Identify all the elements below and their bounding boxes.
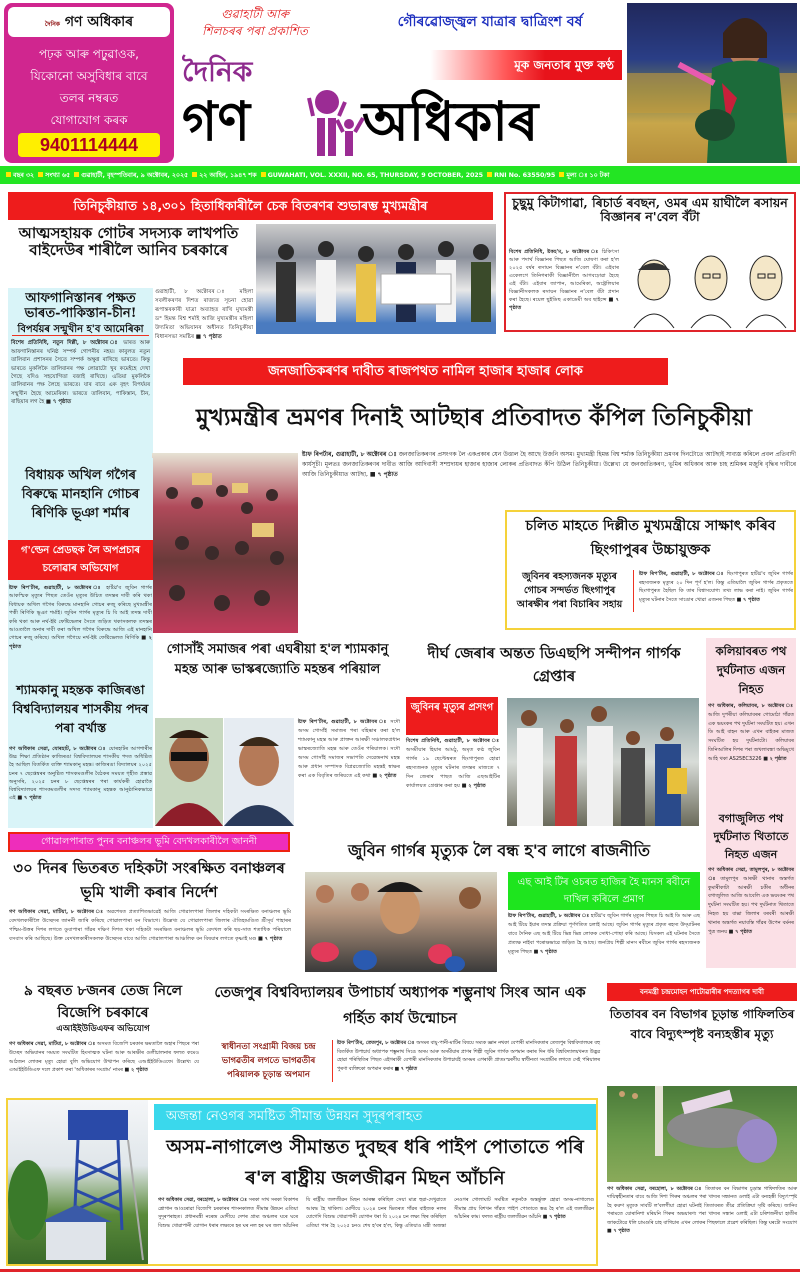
title-left: গণ [182, 89, 251, 153]
pipeline-dateline: গণ অধিকাৰ সেৱা, বৰহোলা, ৮ অক্টোবৰ ঃ [158, 1197, 248, 1203]
bullet-square-icon [487, 172, 492, 177]
bullet-square-icon [261, 172, 266, 177]
continued-link[interactable]: ■ ৭ পৃষ্ঠাত [17, 795, 42, 802]
singapore-body-text: ছিংগাপুৰত হাৰ্টথ্ৰ'ব জুবিন গাৰ্গৰ ৰহস্যজনক মৃত্যুৰ ২০ দিন পূৰ্ণ হ'ল। কিন্তু এতিয়ালৈ জুবিন গাৰ্গৰ প্ৰকৃততে ছিংগাপুৰত হৈছিল কি তাৰ বিশ্বাসযোগ্য তথ্য লাভ কৰা নাই। জুবিন গাৰ্গৰ মৃত্যুৰ ঘটনাৰ সৈতে সাঙোৰ খোৱা এজনৰ পিছত [639, 571, 793, 603]
tribal-body [302, 450, 796, 480]
elephant-body [607, 1185, 797, 1235]
pipeline-box [6, 1098, 598, 1266]
nobel-headline[interactable]: চুছুমু কিটাগাৱা, ৰিচাৰ্ড ৰবছন, ওমৰ এম য়াঘীলৈ ৰসায়ন বিজ্ঞানৰ ন'বেল বঁটা [512, 195, 788, 224]
bottom-rule [0, 1269, 800, 1272]
bullet-square-icon [74, 172, 79, 177]
promo-line: যিকোনো অসুবিধাৰ বাবে [30, 69, 148, 83]
tezpur-dateline: ষ্টাফ ৰিপ'ৰ্টাৰ, তেজপুৰ, ৮ অক্টোবৰ ঃ [337, 1041, 415, 1046]
nobel-box [504, 192, 796, 332]
promo-logo [8, 7, 170, 37]
issue-as: সংখ্যা ৬৫ [45, 171, 70, 179]
continued-link[interactable]: ■ ৭ পৃষ্ঠাত [542, 1214, 566, 1221]
continued-link[interactable]: ■ ২ পৃষ্ঠাত [763, 755, 787, 762]
pipeline-banner: অজন্তা নেওগৰ সমষ্টিত সীমান্ত উন্নয়ন সুদূৰপৰাহত [154, 1104, 596, 1130]
english-dateline: GUWAHATI, VOL. XXXII, NO. 65, THURSDAY, 9 OCTOBER, 2025 [267, 171, 483, 179]
tezpur-subhead: স্বাধীনতা সংগ্ৰামী বিজয় চন্দ্ৰ ভাগৱতীৰ লগতে ভাগৱতীৰ পৰিয়ালক চূড়ান্ত অপমান [208, 1040, 333, 1082]
price: মূল্য ঃ ১০ টকা [566, 171, 610, 179]
kaziranga-dateline: গণ অধিকাৰ সেৱা, যোৰহাট, ৮ অক্টোবৰ ঃ [9, 746, 107, 752]
tezpur-body-text: অসমৰ বায়ু-পানী-মাটিৰ বিষয়ে সম্যক জ্ঞান নথকা বেপাৰী মানসিকতাৰ তেজপুৰ বিশ্ববিদ্যালয়ৰ বহু বিতৰ্কিত উপাচাৰ্য অধ্যাপক শম্ভুনাথ সিঙে অসম আৰু অসমীয়াৰ প্ৰাণৰ শিল্পী জুবিন গাৰ্গক অপমান কৰাৰ দিন ধৰি বিশ্ববিদ্যালয়খনত উদ্ভৱ হোৱা পৰিস্থিতিৰ পিছত এইগৰাকী বেপাৰী মানসিকতাৰ উপাচাৰ্যই অসমৰ এগৰাকী প্ৰাতঃস্মৰণীয় স্বাধীনতা সংগ্ৰামীৰ লগতে সেই পৰিয়ালৰ পুৰণা ব্যক্তিকো অপমান কৰাৰ [337, 1041, 600, 1072]
tezpur-headline[interactable]: তেজপুৰ বিশ্ববিদ্যালয়ৰ উপাচাৰ্য অধ্যাপক শম্ভুনাথ সিংৰ আন এক গৰ্হিত কাৰ্য উন্মোচন [214, 984, 586, 1027]
continued-link[interactable]: ■ ৭ পৃষ্ঠাত [728, 928, 752, 935]
kaziranga-headline[interactable]: শ্যামকানু মহন্তক কাজিৰঙা বিশ্ববিদ্যালয়ৰ শাসকীয় পদৰ পৰা বৰ্খাস্ত [12, 682, 149, 735]
saka-date: ২২ আহিন, ১৯৪৭ শক [199, 171, 257, 179]
published-from-line: গুৱাহাটী আৰু [221, 7, 289, 21]
people-logo-icon [305, 88, 367, 158]
shyamkanu-photo [155, 718, 223, 826]
slogan: মূক জনতাৰ মুক্ত কণ্ঠ [430, 50, 622, 80]
kaziranga-body [9, 745, 152, 802]
politics-body [508, 912, 700, 957]
elephant-banner: বনমন্ত্ৰী চন্দ্ৰমোহন পাটোৱাৰীৰ পদত্যাগৰ দাবী [607, 983, 797, 1001]
bullet-square-icon [38, 172, 43, 177]
singapore-headline[interactable]: চলিত মাহতে দিল্লীত মুখ্যমন্ত্ৰীয়ে সাক্ষাৎ কৰিব ছিংগাপুৰৰ উচ্চায়ুক্তক [525, 518, 776, 558]
afghan-body [8, 336, 153, 409]
bullet-square-icon [6, 172, 11, 177]
dsp-body [406, 737, 500, 791]
published-from-line: শিলচৰৰ পৰা প্ৰকাশিত [202, 24, 308, 38]
goalpara-banner: গোৱালপাৰাত পুনৰ বনাঞ্চলৰ ভূমি বেদখলকাৰীলৈ জাননী [8, 832, 290, 852]
gosai-body [298, 718, 400, 781]
arrest-photo [507, 698, 699, 826]
dsp-redbox: জুবিনৰ মৃত্যুৰ প্ৰসংগ [406, 697, 498, 735]
cricketer-photo [627, 3, 797, 163]
afghan-box [8, 288, 153, 458]
bogajuli-headline[interactable]: বগাজুলিত পথ দুৰ্ঘটনাত থিতাতে নিহত এজন [713, 812, 789, 861]
singapore-body [639, 570, 793, 604]
promo-logo-text: গণ অধিকাৰ [64, 14, 134, 30]
cheque-body [155, 288, 253, 342]
daily-label: দৈনিক [182, 55, 253, 88]
nobel-dateline: বিশেষ প্ৰতিনিধি, ষ্টকহ'ম, ৮ অক্টোবৰ ঃ [509, 249, 600, 255]
kaliabor-body [708, 702, 794, 764]
bogajuli-body-text: তামুলপুৰ আৰক্ষী থানাৰ অন্তৰ্গত কুমাৰীকাটা আৰক্ষী চকীৰ অধীনৰ বগাজুলিত আজি আবেলি এক ভয়ংকৰ পথ দুৰ্ঘটনা সংঘটিত হয়। পথ দুৰ্ঘটনাত থিতাতে নিহত হয় বাক্সা জিলাৰ বৰবৰী আৰক্ষী থানাৰ অন্তৰ্গত নয়াবস্তি গাঁৱৰ উপেন বৰ্মনৰ পুত্ৰ জনয় [708, 875, 794, 935]
kaliabor-headline[interactable]: কলিয়াবৰত পথ দুৰ্ঘটনাত এজন নিহত [715, 644, 787, 696]
gosai-dateline: ষ্টাফ ৰিপ'ৰ্টাৰ, গুৱাহাটী, ৮ অক্টোবৰ ঃ [298, 719, 388, 725]
continued-link[interactable]: ■ ২ পৃষ্ঠাত [9, 635, 152, 650]
goalpara-headline[interactable]: ৩০ দিনৰ ভিতৰত দহিকটা সংৰক্ষিত বনাঞ্চলৰ ভূমি খালী কৰাৰ নিৰ্দেশ [13, 859, 285, 901]
singapore-box [505, 510, 796, 630]
politics-headline[interactable]: জুবিন গাৰ্গৰ মৃত্যুক লৈ বন্ধ হ'ব লাগে ৰাজনীতি [347, 841, 650, 860]
politics-body-text: হাৰ্টথ্ৰ'ব জুবিন গাৰ্গৰ মৃত্যুৰ পিছত চি আই ডি আৰু এছ আই টিয়ে ইয়াৰ তদন্ত প্ৰক্ৰিয়া পূৰ্ণগতিত চলাই আছে। জুবিন গাৰ্গৰ মৃত্যুৰ প্ৰকৃত ৰহস্য উদ্‌ঘাটনৰ বাবে দৈনিক এছ আই টিয়ে ভিন্ন ভিন্ন লোকক সোধা-পোছা কৰি আছে। যিসকল এই ঘটনাৰ সৈতে প্ৰত্যক্ষ নাইবা পৰোক্ষভাৱে জড়িত হৈ আছে। জনপ্ৰিয় শিল্পী মানস ৰবীনে জুবিন গাৰ্গৰ ৰহস্যজনক মৃত্যুৰ পিছত [508, 913, 700, 955]
date-as: গুৱাহাটী, বৃহস্পতিবাৰ, ৯ অক্টোবৰ, ২০২৫ [81, 171, 189, 179]
goalpara-dateline: গণ অধিকাৰ সেৱা, মাটিয়া, ৮ অক্টোবৰ ঃ [9, 909, 105, 915]
continued-link[interactable]: ■ ৭ পৃষ্ঠাত [369, 471, 398, 478]
afghan-headline[interactable]: আফগানিস্তানৰ পক্ষত ভাৰত-পাকিস্তান-চীন! [24, 291, 137, 321]
nobel-body [509, 248, 619, 312]
volume-as: বছৰ ৩২ [13, 171, 34, 179]
continued-link[interactable]: ■ ৭ পৃষ্ঠাত [258, 936, 283, 942]
continued-link[interactable]: ■ ২ পৃষ্ঠাত [124, 1067, 148, 1074]
kaliabor-body-text: আজি দুপৰীয়া কলিয়াবৰৰ গোমোঠা গাঁৱত এক ভয়ংকৰ পথ দুৰ্ঘটনা সংঘটিত হয়। এখন ডি আই বাহন আৰু এখন বাইকৰ মাজত সংঘটিত হয় দুৰ্ঘটনাটো। কলিয়াবৰ তিনিআলিৰ দিশৰ পৰা জখলাবন্ধা অভিমুখে আহি থকা AS25EC3226 [708, 711, 794, 762]
kaliabor-dateline: গণ অধিকাৰ, কলিয়াবৰ, ৮ অক্টোবৰ ঃ [708, 703, 794, 709]
pipeline-body [158, 1196, 594, 1230]
kaziranga-body-text: যোৰহাটৰ আগশাৰীৰ উচ্চ শিক্ষা প্ৰতিষ্ঠান কাজিৰঙা বিশ্ববিদ্যালয়ৰ শাসকীয় পদত অধিষ্ঠিত হৈ আছিল বিতৰ্কিত ব্যক্তি শ্যামকানু মহন্ত। কাজিৰঙা বিদ্যালয়ৰ ২০২৫ চনৰ ৭ ছেপ্তেম্বৰৰ অনুষ্ঠিত শাসকমণ্ডলীৰ বৈঠকৰ সময়ত গৃহীত প্ৰস্তাৱ অনুসৰি, ২০২৫ চনৰ ৮ ছেপ্তেম্বৰৰ পৰা কাৰ্যকৰী হোৱাকৈ বিশ্ববিদ্যালয়ৰ শাসকমণ্ডলীৰ সদস্য শ্যামকানু মহন্তক আনুষ্ঠানিকভাৱে এই [9, 746, 152, 802]
aiudf-dateline: গণ অধিকাৰ সেৱা, মাটিয়া, ৮ অক্টোবৰ ঃ [9, 1041, 96, 1047]
manas-robin-photo [305, 872, 497, 972]
dateline-bar [0, 166, 800, 184]
elephant-headline[interactable]: তিতাবৰ বন বিভাগৰ চূড়ান্ত গাফিলতিৰ বাবে বিদ্যুৎস্পৃষ্ট বন্যহস্তীৰ মৃত্যু [609, 1007, 795, 1041]
continued-link[interactable]: ■ ৭ পৃষ্ঠাত [607, 1228, 630, 1235]
cheque-headline[interactable]: আত্মসহায়ক গোটৰ সদস্যক লাখপতি বাইদেউৰ শাৰীলৈ আনিব চৰকাৰে [18, 224, 239, 259]
bogajuli-body [708, 866, 794, 936]
promo-phone[interactable]: 9401114444 [18, 133, 160, 157]
continued-link[interactable]: ■ ২ পৃষ্ঠাত [372, 773, 397, 779]
mla-headline[interactable]: বিধায়ক অখিল গগৈৰ বিৰুদ্ধে মানহানি গোচৰ ৰিণিকি ভূঞা শৰ্মাৰ [21, 468, 140, 521]
aiudf-headline[interactable]: ৯ বছৰত ৮জনৰ তেজ নিলে বিজেপি চৰকাৰে [23, 983, 183, 1021]
nobel-laureates-sketch [624, 250, 794, 330]
mla-dateline: ষ্টাফ ৰিপ'ৰ্টাৰ, গুৱাহাটী, ৮ অক্টোবৰ ঃ [9, 585, 103, 591]
dead-elephant-photo [607, 1086, 797, 1182]
continued-link[interactable]: ■ ৭ পৃষ্ঠাত [195, 334, 222, 340]
title-right: অধিকাৰ [362, 89, 539, 153]
mla-redbox: গ'ল্ডেন প্ৰেডছক লৈ অপপ্ৰচাৰ চলোৱাৰ অভিযোগ [8, 540, 153, 580]
elephant-dateline: গণ অধিকাৰ সেৱা, বৰহোলা, ৮ অক্টোবৰ ঃ [607, 1186, 703, 1192]
dsp-body-text: অসমীয়াৰ হিয়াৰ আমঠু, অমৃত কণ্ঠ জুবিন গাৰ্গৰ ১৯ ছেপ্টেম্বৰত ছিংগাপুৰত হোৱা ৰহস্যজনক মৃত্যুৰ ঘটনাৰ তদন্তৰ মাজতে ৭ দিন জেৰাৰ পাছত আজি এছআইটিৰ কাৰ্যালয়ত গ্ৰেপ্তাৰ কৰা হয় [406, 747, 500, 789]
cheque-body-text: গুৱাহাটী, ৮ অক্টোবৰ ঃ মহিলা সবলীকৰণৰ দিশত ৰাজ্যত সূচনা হোৱা ৰূপান্তৰকাৰী যাত্ৰা অব্যাহত ৰাখি মুখ্যমন্ত্ৰী ড° হিমন্ত বিশ্ব শৰ্মাই আজি মুখ্যমন্ত্ৰীৰ মহিলা উদ্যমিতা অভিযানৰ অধীনত তিনিচুকীয়া বিধানসভা সমষ্টিৰ [155, 289, 253, 340]
elephant-body-text: তিতাবৰ বন বিভাগৰ চূড়ান্ত গাফিলতিৰ আৰু দায়িত্বহীনতাৰ বাবে আজি দিশা গিৰুৰ অঞ্চলৰ পৰা খাদ্যৰ সন্ধানত ওলাই এটা বন্যহস্তী বিদ্যুৎস্পৃষ্ট হৈ করুণ মৃত্যুক সাবটি ল'বলগীয়া হোৱা ঘটনাই তিতাবৰত তীব্ৰ প্ৰতিক্ৰিয়া সৃষ্টি কৰিছে। জানিব পৰামতে যোৰানিশা মৰিয়নি গিৰুৰ অভয়াৰণ্য পৰা খাদ্যৰ সন্ধান ওলাই এটা চৰিশজনীয়া হাতীৰ জাকটোৱে ধলি চামগুৰি চাহ বাগিচাৰ এখন লোকৰ পিছফালে প্ৰৱেশ কৰিছিল। কিন্তু ঘৰটো সংযোগ [607, 1186, 798, 1226]
politics-dateline: ষ্টাফ ৰিপ'ৰ্টাৰ, গুৱাহাটী, ৮ অক্টোবৰ ঃ [508, 913, 590, 919]
singapore-subhead: জুবিনৰ ৰহস্যজনক মৃত্যুৰ গোচৰ সন্দৰ্ভত ছিংগাপুৰ আৰক্ষীৰ পৰা বিচাৰিব সহায় [509, 570, 634, 612]
published-from [180, 6, 330, 40]
promo-line: পঢ়ক আৰু পঢ়ুৱাওক, [39, 47, 139, 61]
aiudf-body-text: অসমত বিজেপি চৰকাৰ ক্ষমতালৈ অহাৰ পিছৰে পৰা উচ্ছেদ অভিযানৰ সময়ত সংঘটিত হিংসাত্মক ঘটনা আৰু আৰক্ষীৰ গুলীচালনাৰ ফলত কমেও আঠজন লোকৰ মৃত্যু হোৱা বুলি অভিযোগ উত্থাপন কৰিছে এআইইউডিএফে। উল্লেখ্য যে এআইইউডিএফ দলে প্ৰকাশ কৰা 'অধিকাৰৰ সংগ্ৰাম' নামৰ [9, 1041, 199, 1074]
contact-promo-box [4, 3, 174, 163]
continued-link[interactable]: ■ ৭ পৃষ্ঠাত [394, 1066, 417, 1072]
anniversary-tagline: গৌৰৱোজ্জ্বল যাত্ৰাৰ দ্বাত্ৰিংশ বৰ্ষ [397, 14, 583, 30]
promo-line: যোগাযোগ কৰক [50, 113, 128, 127]
gosai-body-text: সদৌ অসম গোসাঁই সমাজৰ পৰা বহিষ্কাৰ কৰা হ'ল শ্যামকানু মহন্ত আৰু প্ৰাক্তন আৰক্ষী সঞ্চালকপ্ৰধান ভাস্কৰজ্যোতি মহন্ত আৰু তেওঁৰ পৰিয়ালক। সদৌ অসম গোসাঁই সমাজৰ সভাপতি দেৱেন্দ্ৰনাথ মহন্ত আৰু প্ৰধান সম্পাদক বিপ্লৱজ্যোতি মহন্তই স্বাক্ষৰ কৰা এক বিবৃতিৰ জৰিয়তে এই কথা [298, 719, 400, 779]
cheque-banner: তিনিচুকীয়াত ১৪,৩০১ হিতাধিকাৰীলৈ চেক বিতৰণৰ শুভাৰম্ভ মুখ্যমন্ত্ৰীৰ [8, 192, 493, 220]
bullet-square-icon [192, 172, 197, 177]
bhaskarjyoti-photo [224, 718, 294, 826]
afghan-subhead: বিপৰ্যয়ৰ সন্মুখীন হ'ব আমেৰিকা [12, 321, 149, 336]
pipeline-headline[interactable]: অসম-নাগালেণ্ড সীমান্তত দুবছৰ ধৰি পাইপ পোতাতে পৰি ৰ'ল ৰাষ্ট্ৰীয় জলজীৱন মিছন আঁচনি [166, 1137, 584, 1189]
politics-greenbox: এছ আই টিৰ ওচৰত হাজিৰ হৈ মানস ৰবীনে দাখিল কৰিলে প্ৰমাণ [508, 872, 700, 910]
goalpara-body [9, 908, 291, 944]
promo-line: তলৰ নম্বৰত [59, 91, 119, 105]
aiudf-body [9, 1040, 199, 1075]
rni-number: RNI No. 63550/95 [494, 171, 556, 179]
protest-crowd-photo [152, 453, 298, 633]
tribal-dateline: ষ্টাফ ৰিপৰ্টাৰ, গুৱাহাটী, ৮ অক্টোবৰ ঃ [302, 451, 397, 458]
bogajuli-dateline: গণ অধিকাৰ সেৱা, তামুলপুৰ, ৮ অক্টোবৰ ঃ [708, 867, 794, 882]
tribal-body-text: জনজাতিকৰণৰ প্ৰসংগক লৈ একপ্ৰকাৰ যেন উত্তাল হৈ আছে উজনি অসম। মুখ্যমন্ত্ৰী হিমন্ত বিশ্ব শৰ্মাক তিনিচুকীয়া ভ্ৰমণৰ দিনটোতে আটছাই সাব্যস্ত কৰিলে প্ৰবল প্ৰতিবাদী কাৰ্যসূচী। মূলতঃ জনজাতিকৰণৰ দাবীত আজি আদিবাসী সম্প্ৰদায়ৰ হাজাৰ হাজাৰ লোকৰ প্ৰতিবাদত কঁপি উঠিল তিনিচুকীয়া। উল্লেখ্য যে জনজাতিকৰণ, ভূমিৰ অধিকাৰ আৰু চাহ শ্ৰমিকৰ মজুৰি বৃদ্ধিৰ দাবীৰে আজি তিনিচুকীয়াত আটছা, [302, 451, 796, 478]
promo-logo-small: দৈনিক [44, 21, 60, 28]
pipeline-body-text: সৰকা সাথ সৰকা বিকাশৰ শ্লোগান আওৰোৱা বিজেপি চৰকাৰৰ শাসনকালত সীমান্ত উন্নয়ন এতিয়া সুদূৰপৰাহত। প্ৰধানমন্ত্ৰী নৰেন্দ্ৰ মোদীয়ে দেশৰ গ্ৰাম্য অঞ্চলৰ ঘৰে ঘৰে বিশুদ্ধ খোৱাপানী যোগান ধৰাৰ লক্ষ্যৰে হৰ ঘৰ নল হৰ ঘৰ জল আঁচনিৰ যি ৰাষ্ট্ৰীয় জলজীৱন মিছন আৰম্ভ কৰিছিল সেয়া মাত্ৰ হুৱা-দেখুৱাতে আবদ্ধ হৈ থাকিল। মোদীয়ে ২০২৪ চনৰ ভিতৰত গাঁৱৰ বাইজক নলৰ যোগেদি বিশুদ্ধ খোৱাপানী যোগান ধৰা যি ২০২৪ চন লক্ষ্য স্থিৰ কৰিছিল এতিয়া পাৰ হৈ ২০২৫ চনও শেষ হ'বৰ হ'ল, কিন্তু এতিয়াও মন্ত্ৰী অজন্তা নেওগৰ গোলাঘাট সমষ্টিত নতুনকৈ অন্তৰ্ভুক্ত হোৱা অসম-নাগালেণ্ড সীমান্ত প্ৰায় বিশখন গাঁৱত পাইপ পোতাতে স্তব্ধ হৈ ৰ'ল এই জলজীৱন আঁচনিৰ কাম। ফলত ৰাষ্ট্ৰীয় জলজীৱন আঁচনি [158, 1197, 594, 1229]
tribal-headline[interactable]: মুখ্যমন্ত্ৰীৰ ভ্ৰমণৰ দিনাই আটছাৰ প্ৰতিবাদত কঁপিল তিনিচুকীয়া [195, 404, 753, 431]
goalpara-body-text: অৱশেষত প্ৰত্যাশিতভাৱেই আজি গোৱালপাৰা জিলাৰ দহিকটা সংৰক্ষিত বনাঞ্চলৰ ভূমি বেদখলকাৰীলৈ উচ্ছেদৰ জাননী জাৰি কৰিছে গোৱালপাৰা বন বিভাগে। উল্লেখ্য যে গোৱালপাৰা জিলাৰ ঐতিহ্যমণ্ডিত শ্ৰীসূৰ্য পাহাৰৰ পশ্চিম-উত্তৰ দিশৰ লগতে ডুবাপাৰা গাঁৱৰ দক্ষিণ দিশত থকা দহিকটা সংৰক্ষিত বনাঞ্চলৰ ভূমি বেদখল কৰি ছয়-সাত শতাধিক পৰিয়ালে বসবাস কৰি আছিছে। উক্ত বেদখলকাৰীসকলক উচ্ছেদৰ বাবে আজি গোৱালপাৰা আঞ্চলিক বন বিষয়াৰ লগতে কৃষ্ণাই মণ্ড [9, 909, 291, 942]
continued-link[interactable]: ■ ৭ পৃষ্ঠাত [533, 949, 557, 955]
dsp-dateline: বিশেষ প্ৰতিনিধি, গুৱাহাটী, ৮ অক্টোবৰ ঃ [406, 738, 500, 744]
tribal-banner: জনজাতিকৰণৰ দাবীত ৰাজপথত নামিল হাজাৰ হাজাৰ লোক [183, 358, 668, 385]
dsp-headline[interactable]: দীৰ্ঘ জেৰাৰ অন্তত ডিএছপি সন্দীপন গাৰ্গক গ্ৰেপ্তাৰ [427, 644, 681, 685]
aiudf-subhead: এআইইউডিএফৰ অভিযোগ [56, 1024, 150, 1034]
singapore-dateline: ষ্টাফ ৰিপ'ৰ্টাৰ, গুৱাহাটী, ৮ অক্টোবৰ ঃ [639, 571, 725, 577]
tezpur-body [337, 1040, 600, 1074]
continued-link[interactable]: ■ ২ পৃষ্ঠাত [461, 783, 486, 789]
continued-link[interactable]: ■ ৭ পৃষ্ঠাত [509, 297, 619, 311]
cheque-ceremony-photo [256, 224, 496, 334]
afghan-body-text: ভাৰত আৰু আফগানিস্তানৰ ঘনিষ্ঠ সম্পৰ্ক গোপনীয় নহয়। কাবুলত নতুন তালিবান প্ৰশাসনৰ সৈতে সম্পৰ্ক অক্ষুণ্ণ ৰাখিছে ভাৰতে। কিন্তু ভাৰতে মুকলিকৈ তালিবানৰ পক্ষ লোৱাটো খুব কমেইহে দেখা গৈছে যদিও সহযোগিতা বজাই ৰাখিছে। এতিয়া মুকলিকৈ তালিবানৰ পক্ষ লৈছে ভাৰতে। যাৰ বাবে এক বৃহৎ বিপৰ্যয়ৰ সন্মুখীন হৈছে আমেৰিকা। ভাৰতে তালিবান, পাকিস্তান, চীন, ৰাছিয়াৰ লগ হৈ [11, 340, 150, 406]
bullet-square-icon [559, 172, 564, 177]
gosai-headline[interactable]: গোসাঁই সমাজৰ পৰা এঘৰীয়া হ'ল শ্যামকানু মহন্ত আৰু ভাস্কৰজ্যোতি মহন্তৰ পৰিয়াল [166, 642, 389, 677]
continued-link[interactable]: ■ ৭ পৃষ্ঠাত [45, 399, 72, 406]
water-tower-photo [8, 1100, 148, 1264]
nobel-body-text: চিকিৎসা আৰু পদাৰ্থ বিজ্ঞানৰ পিছত আজি ঘোষণা কৰা হ'ল ২০২৫ বৰ্ষৰ ৰসায়ন বিজ্ঞানৰ ন'বেল বঁটা। এইবাৰ একেলগে তিনিগৰাকী বিজ্ঞানীলৈ আগবঢ়োৱা হৈছে এই বঁটা। এইবাৰ জাপান, আমেৰিকা, অষ্ট্ৰেলিয়াৰ বিজ্ঞানীসকলক ৰসায়ন বিজ্ঞানৰ ন'বেল বঁটা প্ৰদান কৰা হৈছে। ৰয়েল ছুইডিছ একাডেমী অব ছাইন্সে [509, 249, 619, 303]
newspaper-title [182, 86, 622, 156]
mla-body-text: হাৰ্টথ্ৰ'ব জুবিন গাৰ্গৰ আকস্মিক মৃত্যুৰ পিছত তেওঁৰ মৃত্যুৰ উচিত তদন্তৰ দাবী কৰি থকা বিধায়ক অখিল গগৈৰ বিৰুদ্ধে মানহানি গোচৰ ৰুজু কৰিছে মুখ্যমন্ত্ৰীৰ পত্নী ৰিণিকি ভূঞা শৰ্মাই। জুবিন গাৰ্গৰ মৃত্যুৰ চি বি আই তদন্ত দাবী কৰি থকা আৰু নৰ্থ-ইষ্ট ফেষ্টিভেলৰ সৈতে জড়িত থকাসকলক তদন্তৰ আওতালৈ অনাৰ দাবী কৰা অখিল গগৈৰ বিৰুদ্ধে আজি এই মানহানি গোচৰ ৰুজু কৰিছে। অখিল গগৈয়ে নৰ্থ-ইষ্ট ফেষ্টিভেলত ৰিণিকি [9, 585, 152, 642]
continued-link[interactable]: ■ ৭ পৃষ্ঠাত [736, 596, 760, 603]
afghan-dateline: বিশেষ প্ৰতিনিধি, নতুন দিল্লী, ৮ অক্টোবৰ ঃ [11, 340, 120, 347]
mla-body [9, 584, 152, 651]
